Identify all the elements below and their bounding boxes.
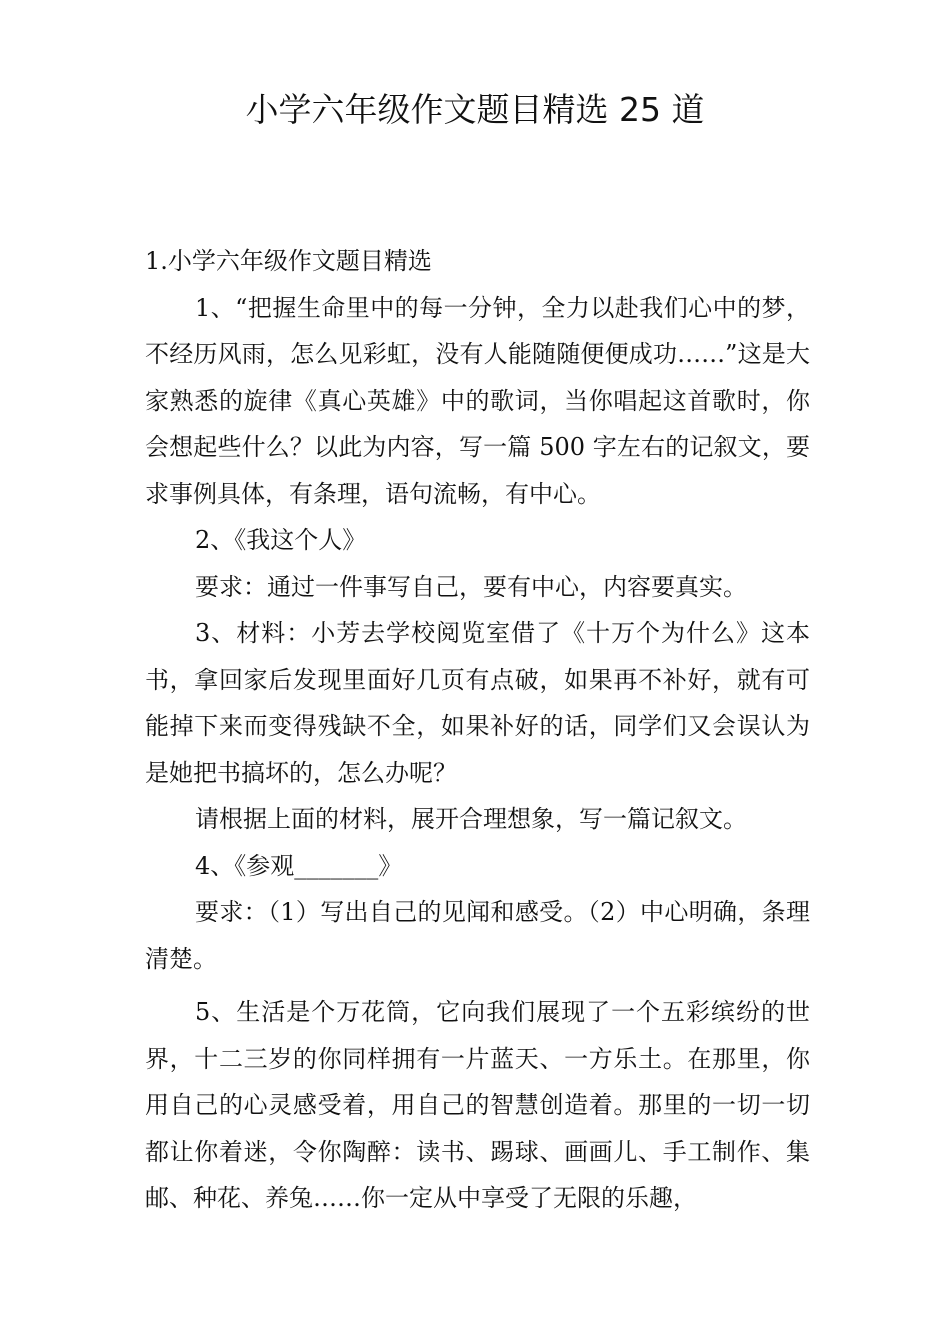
section-heading: 1.小学六年级作文题目精选 <box>145 247 432 275</box>
paragraph-topic-4: 4、《参观_______》 <box>195 851 403 880</box>
paragraph-topic-3-instruction: 请根据上面的材料，展开合理想象，写一篇记叙文。 <box>195 805 747 833</box>
paragraph-topic-4-requirement: 要求：（1）写出自己的见闻和感受。（2）中心明确，条理清楚。 <box>145 898 810 973</box>
paragraph-topic-1: 1、“把握生命里中的每一分钟，全力以赴我们心中的梦，不经历风雨，怎么见彩虹，没有人能随随便便成功……”这是大家熟悉的旋律《真心英雄》中的歌词，当你唱起这首歌时，你会想起些什么？以此为内容，写一篇 500 字左右的记叙文，要求事例具体，有条理，语句流畅，有中心。 <box>145 293 810 508</box>
document-body <box>145 238 810 1222</box>
paragraph-topic-5: 5、生活是个万花筒，它向我们展现了一个五彩缤纷的世界，十二三岁的你同样拥有一片蓝天、一方乐土。在那里，你用自己的心灵感受着，用自己的智慧创造着。那里的一切一切都让你着迷，令你陶醉：读书、踢球、画画儿、手工制作、集邮、种花、养兔……你一定从中享受了无限的乐趣， <box>145 998 810 1212</box>
paragraph-topic-2: 2、《我这个人》 <box>195 526 367 554</box>
paragraph-topic-3: 3、材料：小芳去学校阅览室借了《十万个为什么》这本书，拿回家后发现里面好几页有点破，如果再不补好，就有可能掉下来而变得残缺不全，如果补好的话，同学们又会误认为是她把书搞坏的，怎么办呢？ <box>145 619 810 787</box>
paragraph-topic-2-requirement: 要求：通过一件事写自己，要有中心，内容要真实。 <box>195 572 747 601</box>
document-title: 小学六年级作文题目精选 25 道 <box>245 90 705 129</box>
